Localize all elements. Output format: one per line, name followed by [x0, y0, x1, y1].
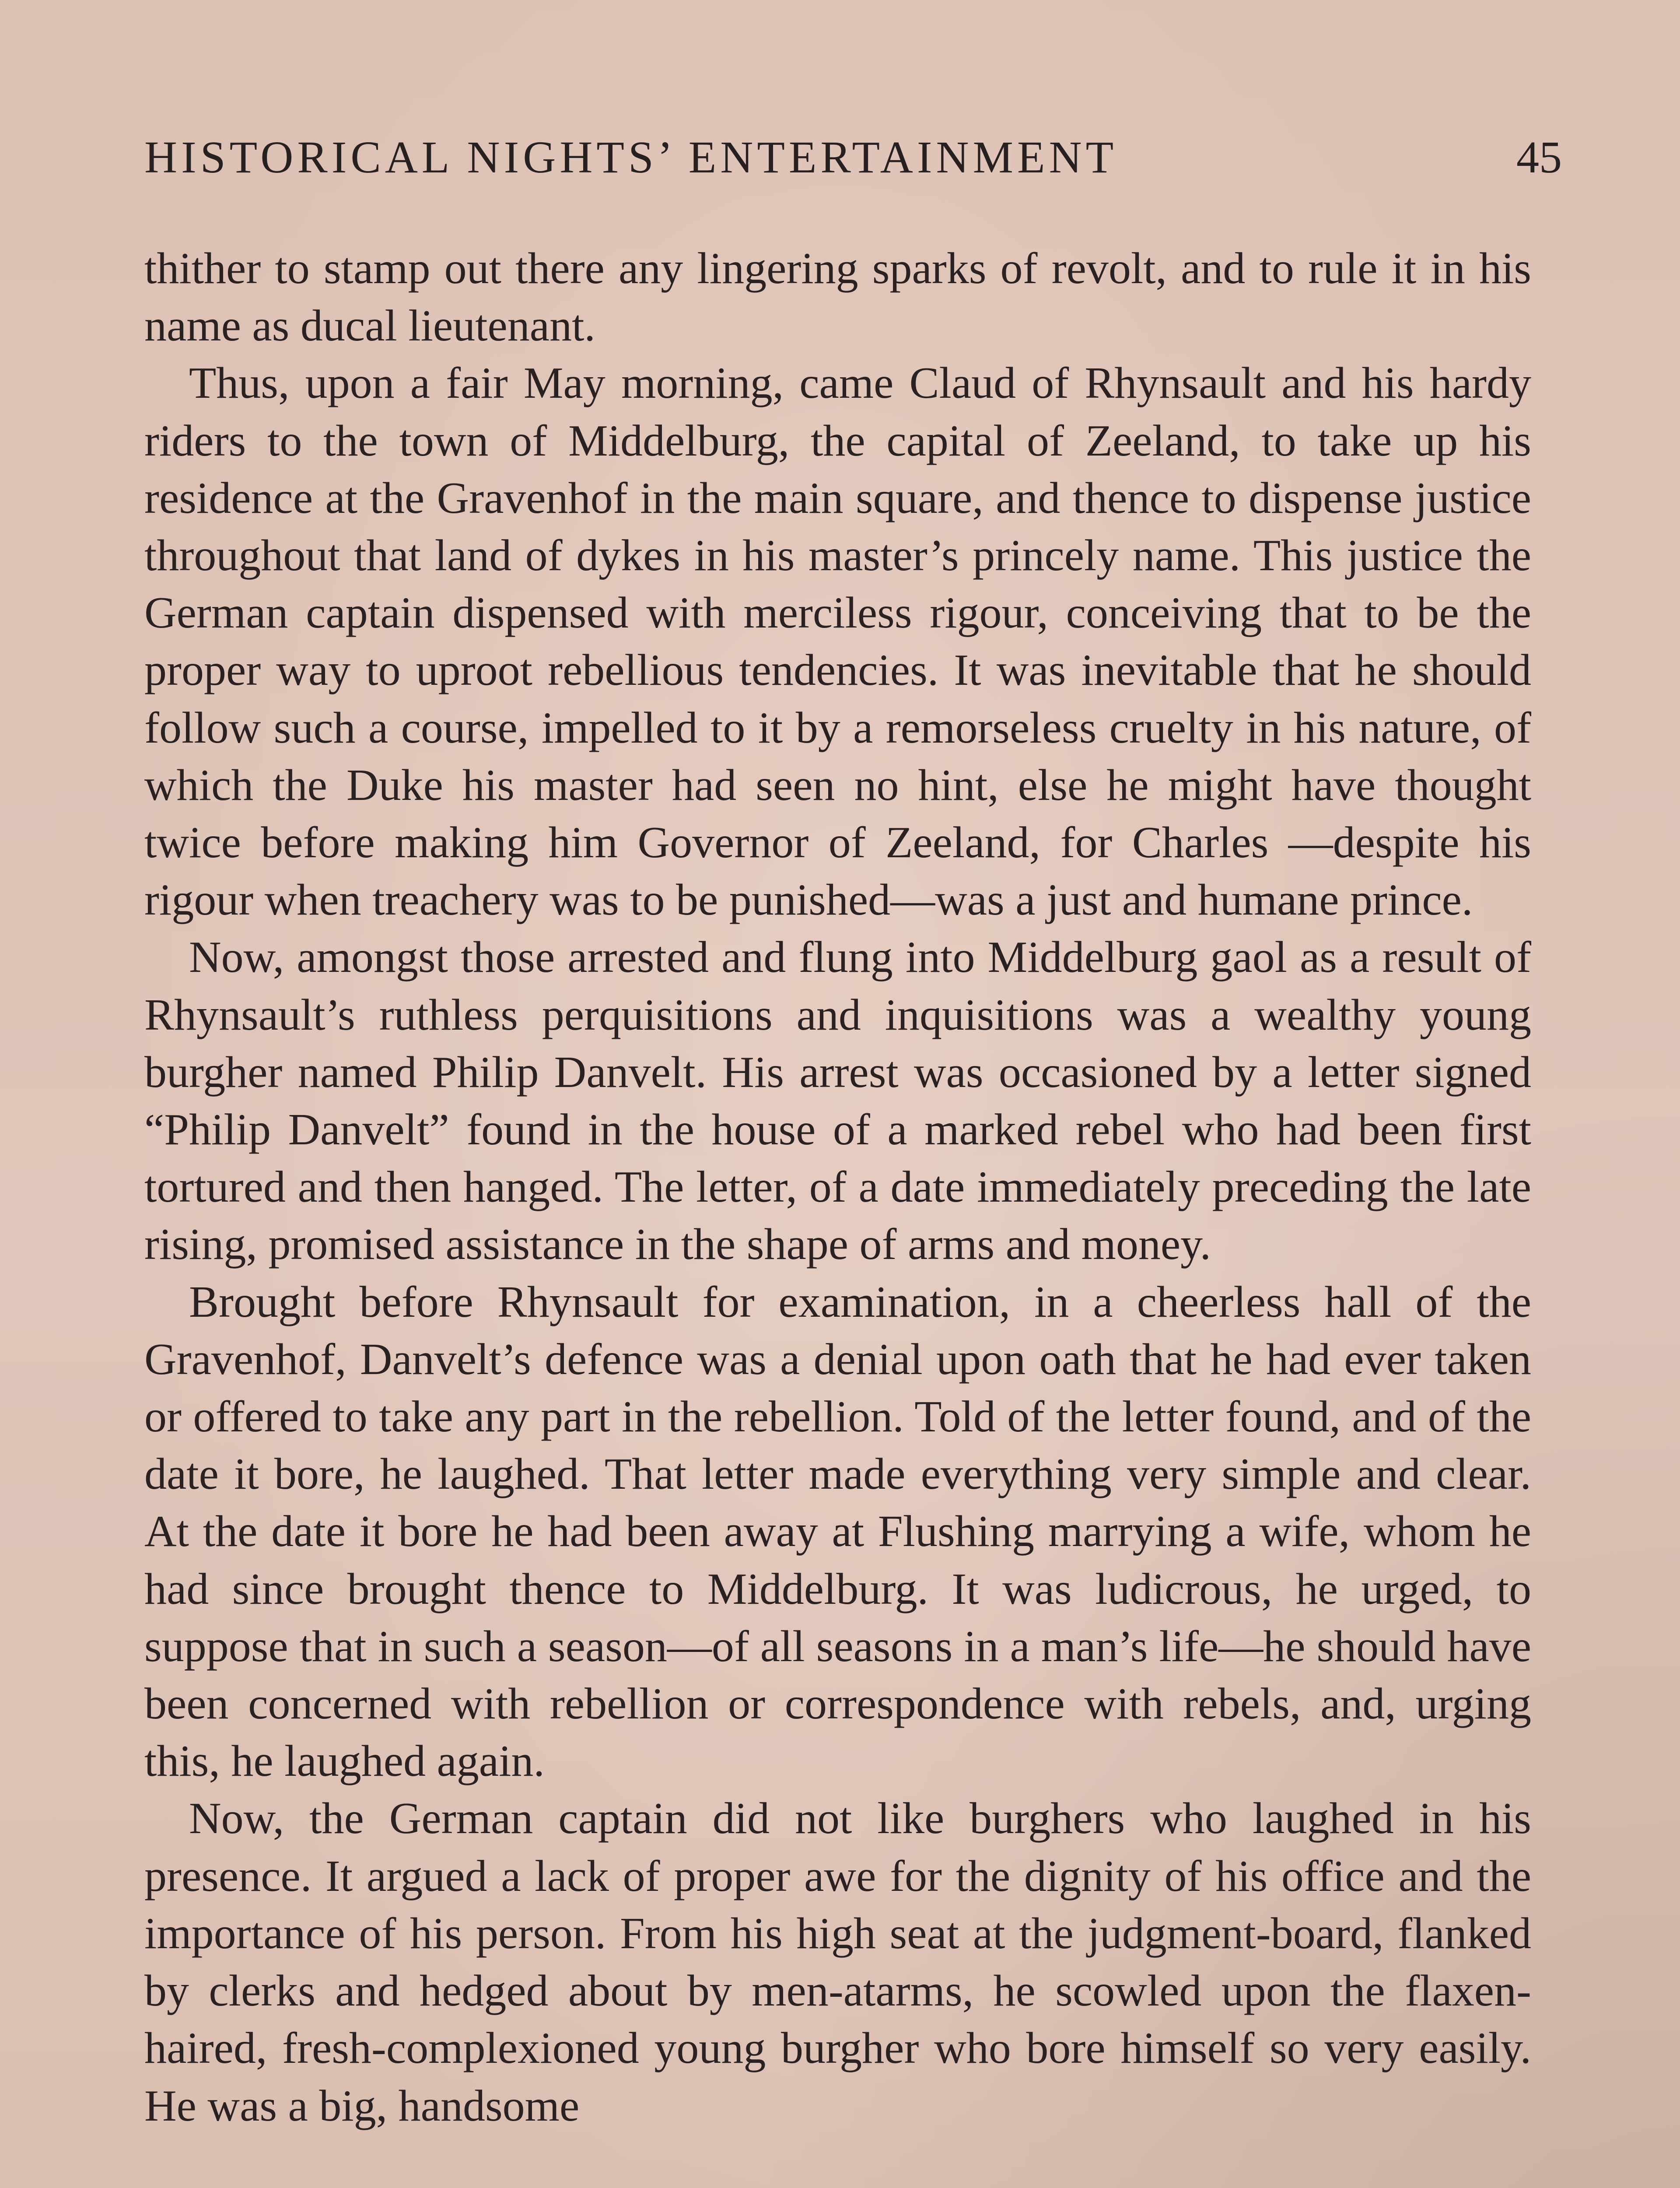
paragraph-2: Thus, upon a fair May morning, came Claud of Rhynsault and his hardy riders to the town of Middelburg, the capital of Zeeland, to take up his residence at the Gravenhof in the main square, and thence to dispense justice throughout that land of dykes in his master’s princely name. This justice the German captain dispensed with merciless rigour, conceiving that to be the proper way to uproot rebellious tendencies. It was inevitable that he should follow such a course, impelled to it by a remorseless cruelty in his nature, of which the Duke his master had seen no hint, else he might have thought twice before making him Governor of Zeeland, for Charles —despite his rigour when treachery was to be punished—was a just and humane prince. — [144, 358, 1531, 925]
paragraph-3: Now, amongst those arrested and flung into Middelburg gaol as a result of Rhynsault’s ruthless perquisitions and inquisitions was a wealthy young burgher named Philip Danvelt. His arrest was occasioned by a letter signed “Philip Danvelt” found in the house of a marked rebel who had been first tortured and then hanged. The letter, of a date immediately preceding the late rising, promised assistance in the shape of arms and money. — [144, 933, 1531, 1269]
page-number: 45 — [1516, 132, 1562, 182]
paragraph-5: Now, the German captain did not like burghers who laughed in his presence. It argued a lack of proper awe for the dignity of his office and the importance of his person. From his high seat at the judgment-board, flanked by clerks and hedged about by men-atarms, he scowled upon the flaxen-haired, fresh-complexioned young burgher who bore himself so very easily. He was a big, handsome — [144, 1794, 1531, 2131]
paragraph-4: Brought before Rhynsault for examination, in a cheerless hall of the Gravenhof, Danvelt’s defence was a denial upon oath that he had ever taken or offered to take any part in the rebellion. Told of the letter found, and of the date it bore, he laughed. That letter made everything very simple and clear. At the date it bore he had been away at Flushing marrying a wife, whom he had since brought thence to Middelburg. It was ludicrous, he urged, to suppose that in such a season—of all seasons in a man’s life—he should have been concerned with rebellion or correspondence with rebels, and, urging this, he laughed again. — [144, 1277, 1531, 1786]
body-text — [144, 240, 1531, 2135]
page-header — [144, 127, 1562, 188]
paragraph-1: thither to stamp out there any lingering sparks of revolt, and to rule it in his name as ducal lieutenant. — [144, 244, 1531, 351]
running-head: HISTORICAL NIGHTS’ ENTERTAINMENT — [144, 132, 1118, 182]
